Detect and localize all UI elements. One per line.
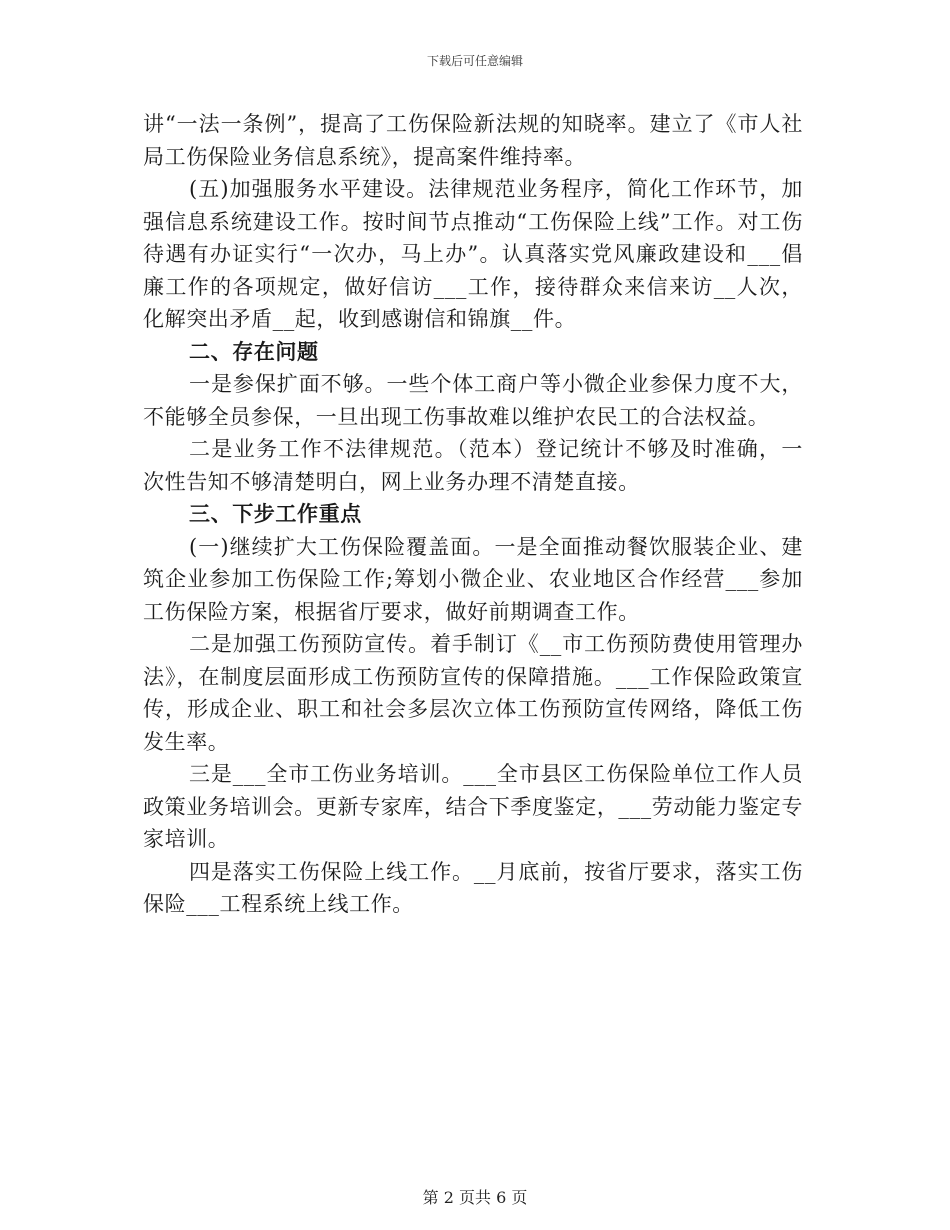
page-header: 下载后可任意编辑	[426, 54, 523, 68]
page-number-footer: 第 2 页共 6 页	[422, 1188, 528, 1207]
paragraph-online-launch: 四是落实工伤保险上线工作。__月底前，按省厅要求，落实工伤保险___工程系统上线工作。	[143, 859, 803, 916]
section-heading-next-steps: 三、下步工作重点	[189, 501, 362, 526]
section-heading-problems: 二、存在问题	[189, 338, 319, 364]
paragraph-prevention-publicity: 二是加强工伤预防宣传。着手制订《__市工伤预防费使用管理办法》，在制度层面形成工伤预防宣传的保障措施。___工作保险政策宣传，形成企业、职工和社会多层次立体工伤预防宣传网络，降低工伤发生率。	[143, 632, 803, 754]
paragraph-problem-coverage: 一是参保扩面不够。一些个体工商户等小微企业参保力度不大，不能够全员参保，一旦出现工伤事故难以维护农民工的合法权益。	[143, 372, 803, 429]
paragraph-training: 三是___全市工伤业务培训。___全市县区工伤保险单位工作人员政策业务培训会。更新专家库，结合下季度鉴定，___劳动能力鉴定专家培训。	[143, 762, 803, 851]
paragraph-service-level: (五)加强服务水平建设。法律规范业务程序，简化工作环节，加强信息系统建设工作。按时间节点推动“工伤保险上线”工作。对工伤待遇有办证实行“一次办，马上办”。认真落实党风廉政建设和___倡廉工作的各项规定，做好信访___工作，接待群众来信来访__人次，化解突出矛盾__起，收到感谢信和锦旗__件。	[143, 177, 803, 331]
paragraph-problem-standards: 二是业务工作不法律规范。（范本）登记统计不够及时准确，一次性告知不够清楚明白，网上业务办理不清楚直接。	[143, 437, 803, 494]
paragraph-continuation: 讲“一法一条例”，提高了工伤保险新法规的知晓率。建立了《市人社局工伤保险业务信息系统》，提高案件维持率。	[143, 112, 803, 169]
paragraph-expand-coverage: (一)继续扩大工伤保险覆盖面。一是全面推动餐饮服装企业、建筑企业参加工伤保险工作;筹划小微企业、农业地区合作经营___参加工伤保险方案，根据省厅要求，做好前期调查工作。	[143, 534, 803, 624]
document-body	[143, 108, 803, 921]
